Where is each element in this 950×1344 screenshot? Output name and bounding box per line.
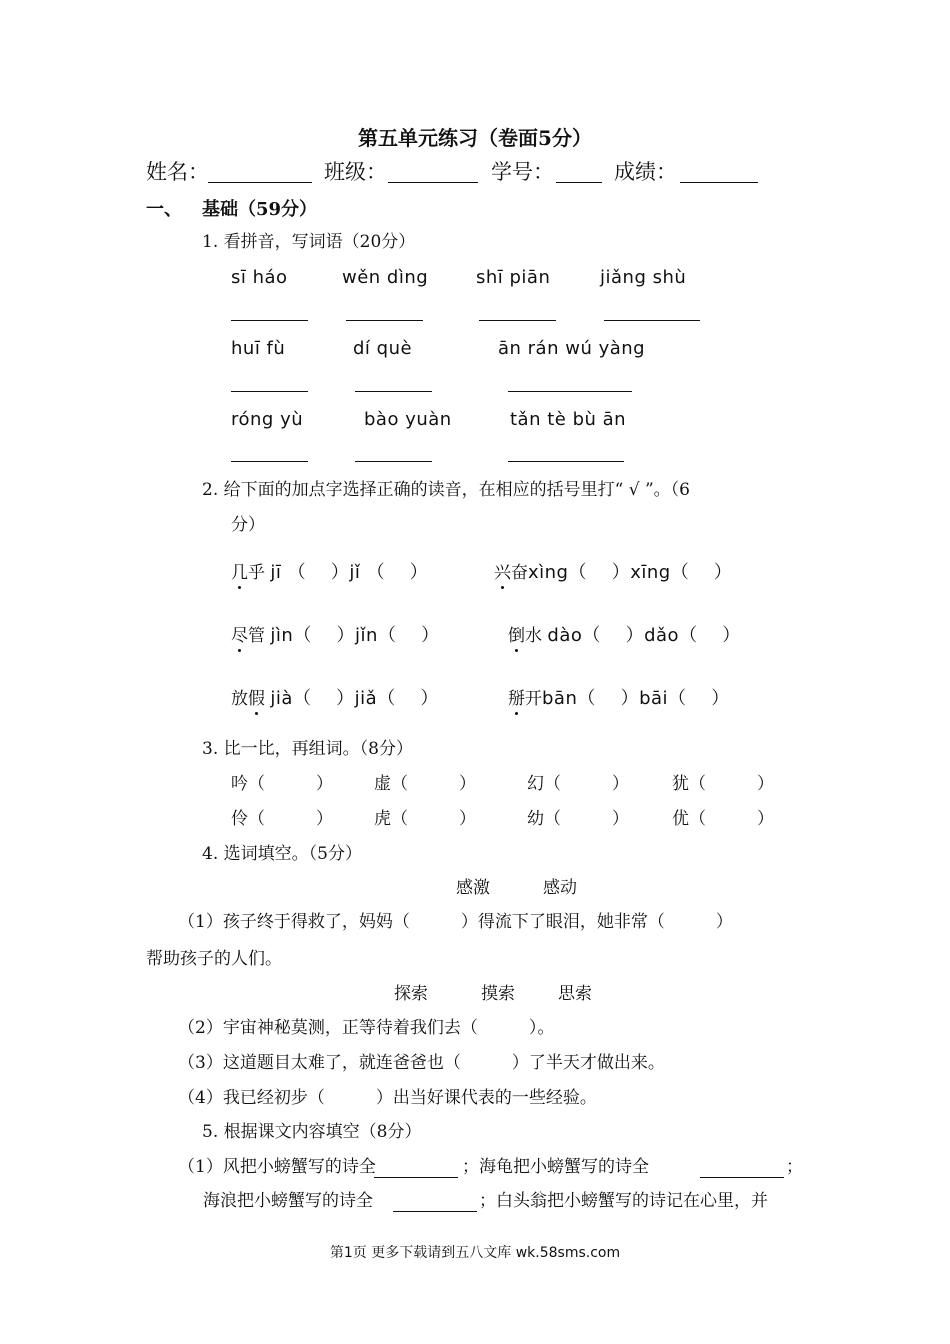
pinyin-item: bào yuàn	[364, 409, 452, 430]
q5-text: ；海龟把小螃蟹写的诗全	[462, 1157, 649, 1177]
compare-item[interactable]: 虎（ ）	[374, 809, 476, 829]
compare-item[interactable]: 幼（ ）	[527, 809, 629, 829]
reading-options: xìng（ ）xīng（ ）	[528, 562, 733, 583]
compare-item[interactable]: 伶（ ）	[231, 809, 333, 829]
pinyin-item: wěn dìng	[342, 267, 429, 288]
word-rest: 乎	[248, 563, 265, 583]
dotted-char: 假	[248, 689, 265, 709]
class-label: 班级：	[324, 160, 387, 184]
pinyin-item: huī fù	[231, 338, 286, 359]
fill-sentence[interactable]: （3）这道题目太难了，就连爸爸也（ ）了半天才做出来。	[178, 1053, 665, 1073]
score-field[interactable]	[680, 182, 758, 183]
answer-blank[interactable]	[508, 391, 632, 392]
answer-blank[interactable]	[355, 391, 432, 392]
pinyin-item: shī piān	[476, 267, 551, 288]
q2-label-cont: 分）	[231, 515, 265, 535]
reading-choice[interactable]	[508, 690, 730, 708]
word-option: 探索	[394, 984, 428, 1004]
word-option: 摸索	[481, 984, 515, 1004]
reading-options: bān（ ）bāi（ ）	[542, 688, 730, 709]
pinyin-item: ān rán wú yàng	[498, 338, 646, 359]
word-rest: 奋	[511, 563, 528, 583]
pinyin-item: sī háo	[231, 267, 288, 288]
page-footer: 第1页 更多下载请到五八文库 wk.58sms.com	[329, 1245, 621, 1261]
score-label: 成绩：	[614, 160, 677, 184]
dotted-char: 掰	[508, 689, 525, 709]
word-option: 感动	[543, 878, 577, 898]
pinyin-item: jiǎng shù	[600, 267, 687, 288]
compare-item[interactable]: 犹（ ）	[672, 774, 774, 794]
word-pre: 放	[231, 689, 248, 709]
fill-sentence[interactable]: （1）孩子终于得救了，妈妈（ ）得流下了眼泪，她非常（ ）	[178, 912, 733, 932]
reading-choice[interactable]	[508, 627, 741, 645]
compare-item[interactable]: 幻（ ）	[527, 774, 629, 794]
reading-options: jià（ ）jiǎ（ ）	[270, 688, 439, 709]
word-rest: 开	[525, 689, 542, 709]
reading-choice[interactable]	[231, 627, 440, 645]
compare-item[interactable]: 虚（ ）	[374, 774, 476, 794]
q5-text: （1）风把小螃蟹写的诗全	[178, 1157, 376, 1177]
reading-options: jī （ ）jǐ （ ）	[270, 562, 429, 583]
answer-blank[interactable]	[355, 461, 432, 462]
reading-choice[interactable]	[231, 564, 428, 582]
dotted-char: 倒	[508, 626, 525, 646]
fill-sentence[interactable]: （2）宇宙神秘莫测，正等待着我们去（ ）。	[178, 1018, 555, 1038]
answer-blank[interactable]	[231, 461, 308, 462]
reading-options: jìn（ ）jǐn（ ）	[270, 625, 440, 646]
answer-blank[interactable]	[393, 1211, 477, 1212]
answer-blank[interactable]	[231, 320, 308, 321]
word-option: 思索	[558, 984, 592, 1004]
fill-sentence-cont: 帮助孩子的人们。	[146, 949, 282, 969]
reading-choice[interactable]	[231, 690, 439, 708]
q5-text: ；白头翁把小螃蟹写的诗记在心里，并	[479, 1191, 768, 1211]
q5-label: 5. 根据课文内容填空（8分）	[202, 1122, 422, 1142]
answer-blank[interactable]	[346, 320, 423, 321]
answer-blank[interactable]	[374, 1177, 458, 1178]
answer-blank[interactable]	[700, 1177, 784, 1178]
pinyin-item: tǎn tè bù ān	[510, 409, 627, 430]
pinyin-item: róng yù	[231, 409, 304, 430]
answer-blank[interactable]	[479, 320, 556, 321]
page-title: 第五单元练习（卷面5分）	[358, 126, 592, 150]
reading-options: dào（ ）dǎo（ ）	[547, 625, 741, 646]
reading-choice[interactable]	[494, 564, 732, 582]
section-number: 一、	[146, 199, 182, 220]
q2-label: 2. 给下面的加点字选择正确的读音，在相应的括号里打“ √ ”。（6	[202, 480, 690, 500]
q5-text: 海浪把小螃蟹写的诗全	[203, 1191, 373, 1211]
dotted-char: 尽	[231, 626, 248, 646]
answer-blank[interactable]	[604, 320, 700, 321]
pinyin-item: dí què	[353, 338, 413, 359]
dotted-char: 兴	[494, 563, 511, 583]
q3-label: 3. 比一比，再组词。（8分）	[202, 739, 413, 759]
q4-label: 4. 选词填空。（5分）	[202, 844, 362, 864]
section-title: 基础（59分）	[202, 199, 318, 220]
fill-sentence[interactable]: （4）我已经初步（ ）出当好课代表的一些经验。	[178, 1088, 597, 1108]
q5-text: ；	[786, 1157, 803, 1177]
compare-item[interactable]: 优（ ）	[672, 809, 774, 829]
name-field[interactable]	[208, 182, 312, 183]
q1-label: 1. 看拼音，写词语（20分）	[202, 232, 416, 252]
answer-blank[interactable]	[231, 391, 308, 392]
dotted-char: 几	[231, 563, 248, 583]
student-id-field[interactable]	[556, 182, 602, 183]
word-rest: 水	[525, 626, 542, 646]
name-label: 姓名：	[146, 160, 209, 184]
student-id-label: 学号：	[491, 160, 554, 184]
word-rest: 管	[248, 626, 265, 646]
compare-item[interactable]: 吟（ ）	[231, 774, 333, 794]
word-option: 感激	[456, 878, 490, 898]
answer-blank[interactable]	[508, 461, 624, 462]
class-field[interactable]	[388, 182, 478, 183]
